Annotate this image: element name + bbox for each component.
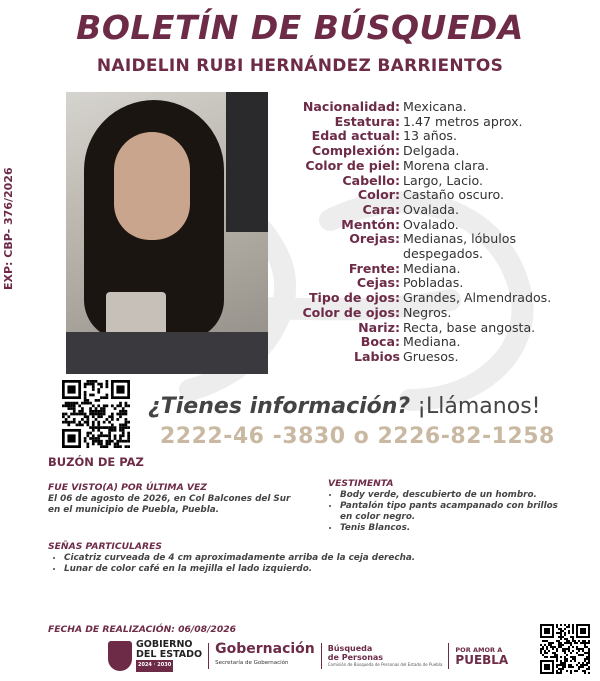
detail-row bbox=[270, 335, 590, 350]
person-photo bbox=[66, 92, 268, 374]
marks-list bbox=[52, 553, 464, 575]
detail-row bbox=[270, 203, 590, 218]
detail-value: Ovalado. bbox=[403, 216, 459, 232]
detail-label: Boca: bbox=[360, 334, 400, 350]
detail-row bbox=[270, 115, 590, 130]
detail-label: Orejas: bbox=[349, 231, 400, 247]
detail-label: Cara: bbox=[362, 201, 400, 217]
detail-value: Castaño oscuro. bbox=[403, 187, 504, 203]
footer-logos bbox=[108, 636, 508, 676]
busqueda-subtitle: Comisión de Búsqueda de Personas del Estado de Puebla bbox=[327, 662, 443, 667]
gobierno-logo bbox=[136, 640, 202, 672]
last-seen-heading: FUE VISTO(A) POR ÚLTIMA VEZ bbox=[48, 482, 207, 493]
gob-years: 2024 · 2030 bbox=[136, 660, 173, 672]
list-item: • Pantalón tipo pants acampanado con brillos en color negro. bbox=[340, 501, 570, 523]
detail-value: 1.47 metros aprox. bbox=[403, 113, 523, 129]
info-question bbox=[148, 394, 540, 419]
divider bbox=[321, 643, 322, 669]
detail-value: Mediana. bbox=[403, 260, 461, 276]
detail-value: Grandes, Almendrados. bbox=[403, 290, 552, 306]
detail-label: Nariz: bbox=[358, 319, 400, 335]
buzon-qr-code[interactable] bbox=[62, 380, 130, 448]
detail-row bbox=[270, 276, 590, 291]
detail-label: Edad actual: bbox=[311, 128, 400, 144]
gob-line-2: DEL ESTADO bbox=[136, 648, 203, 660]
puebla-top: POR AMOR A bbox=[455, 645, 503, 654]
physical-details bbox=[270, 100, 590, 365]
busqueda-line-1: Búsqueda bbox=[327, 644, 373, 653]
detail-row bbox=[270, 350, 590, 365]
busqueda-line-2: de Personas bbox=[327, 652, 384, 662]
puebla-logo bbox=[455, 647, 508, 666]
detail-value: Delgada. bbox=[403, 143, 460, 159]
detail-value: Largo, Lacio. bbox=[403, 172, 484, 188]
list-item: • Cicatriz curveada de 4 cm aproximadamente arriba de la ceja derecha. bbox=[64, 553, 464, 564]
detail-row bbox=[270, 291, 590, 306]
expediente-number: EXP: CBP- 376/2026 bbox=[2, 167, 15, 290]
detail-label: Complexión: bbox=[312, 143, 400, 159]
detail-value: Pobladas. bbox=[403, 275, 464, 291]
last-seen-text: El 06 de agosto de 2026, en Col Balcones del Sur en el municipio de Puebla, Puebla. bbox=[48, 494, 291, 515]
person-name: NAIDELIN RUBI HERNÁNDEZ BARRIENTOS bbox=[96, 56, 504, 76]
detail-label: Nacionalidad: bbox=[302, 99, 400, 114]
phone-number-2[interactable]: 2226-82-1258 bbox=[377, 424, 555, 449]
footer-qr-code[interactable] bbox=[540, 624, 590, 674]
detail-row bbox=[270, 262, 590, 277]
detail-value: Gruesos. bbox=[403, 348, 459, 364]
gobernacion-subtitle: Secretaría de Gobernación bbox=[215, 660, 289, 666]
detail-value: 13 años. bbox=[403, 128, 457, 144]
detail-label: Color de ojos: bbox=[302, 304, 400, 320]
detail-row bbox=[270, 188, 590, 203]
divider bbox=[448, 643, 449, 669]
detail-value: Medianas, lóbulos despegados. bbox=[403, 231, 517, 262]
busqueda-logo bbox=[328, 645, 443, 667]
detail-row bbox=[270, 306, 590, 321]
detail-row bbox=[270, 321, 590, 336]
list-item: • Tenis Blancos. bbox=[340, 523, 570, 534]
gob-line-1: GOBIERNO bbox=[136, 639, 193, 651]
detail-value: Morena clara. bbox=[403, 157, 489, 173]
detail-label: Tipo de ojos: bbox=[308, 290, 400, 306]
detail-row bbox=[270, 159, 590, 174]
detail-label: Color: bbox=[357, 187, 400, 203]
detail-label: Color de piel: bbox=[305, 157, 400, 173]
clothing-list bbox=[328, 490, 570, 534]
marks-heading: SEÑAS PARTICULARES bbox=[48, 541, 162, 552]
detail-row bbox=[270, 174, 590, 189]
detail-row bbox=[270, 129, 590, 144]
creation-date: FECHA DE REALIZACIÓN: 06/08/2026 bbox=[48, 624, 237, 635]
gobernacion-logo bbox=[215, 642, 315, 670]
state-shield-icon bbox=[108, 641, 132, 671]
detail-row bbox=[270, 232, 590, 261]
detail-row bbox=[270, 100, 590, 115]
phone-numbers bbox=[160, 424, 555, 449]
detail-value: Recta, base angosta. bbox=[403, 319, 536, 335]
gobernacion-title: Gobernación bbox=[215, 641, 315, 657]
detail-value: Mediana. bbox=[403, 334, 461, 350]
list-item: • Lunar de color café en la mejilla el lado izquierdo. bbox=[64, 564, 464, 575]
puebla-big: PUEBLA bbox=[455, 652, 509, 667]
detail-value: Negros. bbox=[403, 304, 452, 320]
page-title: BOLETÍN DE BÚSQUEDA bbox=[76, 8, 524, 47]
detail-label: Frente: bbox=[348, 260, 400, 276]
question-text: ¿Tienes información? bbox=[148, 394, 411, 419]
detail-label: Estatura: bbox=[334, 113, 400, 129]
detail-label: Mentón: bbox=[341, 216, 400, 232]
phone-number-1[interactable]: 2222-46 -3830 bbox=[160, 424, 346, 449]
detail-label: Cejas: bbox=[356, 275, 400, 291]
list-item: • Body verde, descubierto de un hombro. bbox=[340, 490, 570, 501]
clothing-heading: VESTIMENTA bbox=[328, 478, 394, 489]
call-text: ¡Llámanos! bbox=[417, 394, 541, 419]
phone-connector: o bbox=[353, 424, 370, 449]
detail-value: Mexicana. bbox=[403, 99, 467, 114]
detail-label: Cabello: bbox=[342, 172, 400, 188]
detail-row bbox=[270, 218, 590, 233]
divider bbox=[208, 643, 209, 669]
detail-label: Labios bbox=[353, 348, 400, 364]
detail-value: Ovalada. bbox=[403, 201, 460, 217]
detail-row bbox=[270, 144, 590, 159]
buzon-label: BUZÓN DE PAZ bbox=[48, 455, 144, 469]
